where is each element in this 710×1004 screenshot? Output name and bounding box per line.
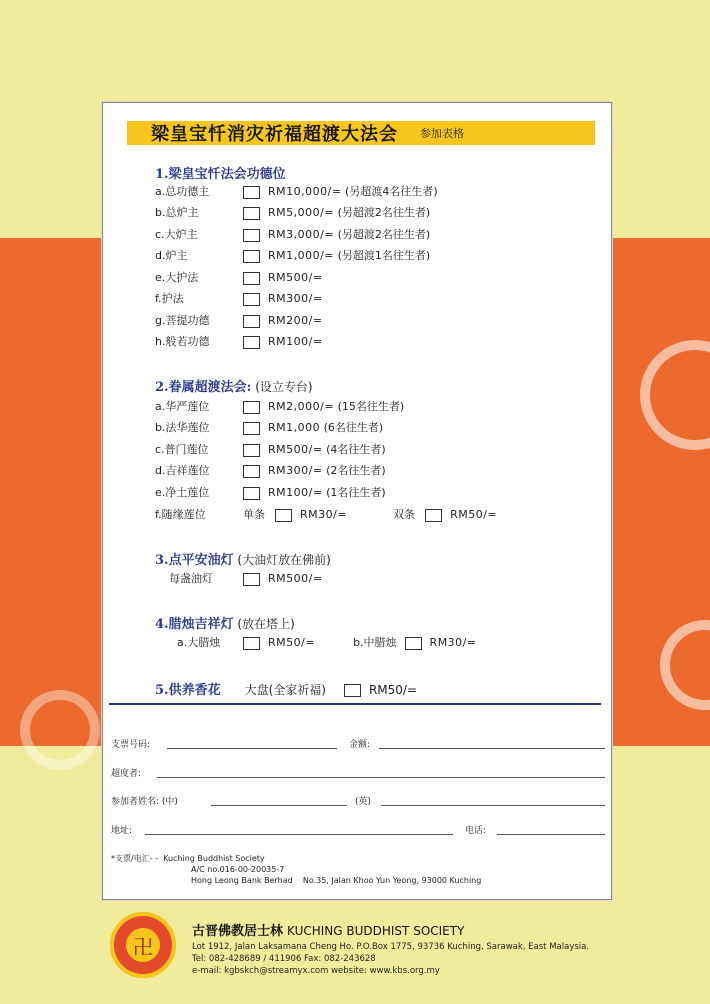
phone-field[interactable] — [497, 834, 605, 835]
phone-label: 电话: — [465, 826, 487, 836]
section1-row: a.总功德主 RM10,000/= (另超渡4名往生者) — [155, 185, 438, 198]
section1-row: b.总炉主 RM5,000/= (另超渡2名往生者) — [155, 206, 431, 219]
checkbox[interactable] — [243, 444, 260, 457]
section1-row: h.般若功德 RM100/= — [155, 335, 323, 348]
checkbox[interactable] — [243, 229, 260, 242]
checkbox[interactable] — [405, 637, 422, 650]
participant-name-chinese-field[interactable] — [211, 805, 347, 806]
section2-row: a.华严莲位 RM2,000/= (15名往生者) — [155, 400, 405, 413]
section1-row: g.菩提功德 RM200/= — [155, 314, 323, 327]
section4-row: a.大腊烛 RM50/= b.中腊烛 RM30/= — [177, 636, 477, 649]
checkbox[interactable] — [243, 465, 260, 478]
section2-row: b.法华莲位 RM1,000 (6名往生者) — [155, 421, 384, 434]
checkbox[interactable] — [243, 401, 260, 414]
title-bar — [127, 121, 595, 145]
checkbox[interactable] — [243, 293, 260, 306]
checkbox[interactable] — [243, 336, 260, 349]
section2-row: e.净土莲位 RM100/= (1名往生者) — [155, 486, 386, 499]
address-field[interactable] — [145, 834, 453, 835]
section2-row: c.普门莲位 RM500/= (4名往生者) — [155, 443, 386, 456]
checkbox[interactable] — [243, 207, 260, 220]
cloud-swirl-decoration — [20, 690, 100, 770]
checkbox[interactable] — [243, 315, 260, 328]
form-title: 梁皇宝忏消灾祈福超渡大法会 — [151, 124, 398, 145]
form-subtitle: 参加表格 — [420, 127, 464, 140]
english-label: (英) — [355, 797, 372, 807]
checkbox[interactable] — [243, 272, 260, 285]
amount-label: 金额: — [349, 740, 371, 750]
section4-heading: 4.腊烛吉祥灯 (放在塔上) — [155, 617, 295, 632]
checkbox[interactable] — [243, 637, 260, 650]
checkbox[interactable] — [243, 487, 260, 500]
deceased-label: 超度者: — [111, 769, 142, 779]
section2-row: d.吉祥莲位 RM300/= (2名往生者) — [155, 464, 386, 477]
society-footer — [110, 912, 690, 992]
section3-row: 每盏油灯 RM500/= — [169, 572, 323, 585]
dharma-symbol-icon: 卍 — [126, 928, 160, 962]
participant-name-english-field[interactable] — [381, 805, 605, 806]
section2-heading: 2.眷属超渡法会: (设立专台) — [155, 380, 313, 395]
section1-row: f.护法 RM300/= — [155, 292, 323, 305]
checkbox[interactable] — [275, 509, 292, 522]
checkbox[interactable] — [243, 573, 260, 586]
checkbox[interactable] — [243, 186, 260, 199]
checkbox[interactable] — [425, 509, 442, 522]
checkbox[interactable] — [243, 422, 260, 435]
section1-heading: 1.梁皇宝忏法会功德位 — [155, 167, 286, 182]
checkbox[interactable] — [344, 684, 361, 697]
section-divider — [109, 703, 601, 705]
section1-row: e.大护法 RM500/= — [155, 271, 323, 284]
society-address: Lot 1912, Jalan Laksamana Cheng Ho. P.O.Box 1775, 93736 Kuching, Sarawak, East Malaysia. — [192, 942, 590, 952]
society-contact: e-mail: kgbskch@streamyx.com website: www.kbs.org.my — [192, 966, 440, 976]
payment-note-line3: Hong Leong Bank Berhad No.35, Jalan Khoo Yun Yeong, 93000 Kuching — [191, 876, 482, 885]
amount-field[interactable] — [379, 748, 605, 749]
participant-label: 参加者姓名: (中) — [111, 797, 178, 807]
section5-heading: 5.供养香花 大盘(全家祈福) RM50/= — [155, 683, 418, 698]
section1-row: d.炉主 RM1,000/= (另超渡1名往生者) — [155, 249, 431, 262]
checkbox[interactable] — [243, 250, 260, 263]
section1-row: c.大炉主 RM3,000/= (另超渡2名往生者) — [155, 228, 431, 241]
payment-note-line2: A/C no.016-00-20035-7 — [191, 865, 285, 874]
society-name: 古晋佛教居士林 KUCHING BUDDHIST SOCIETY — [192, 924, 465, 939]
cheque-number-field[interactable] — [167, 748, 337, 749]
section3-heading: 3.点平安油灯 (大油灯放在佛前) — [155, 553, 331, 568]
address-label: 地址: — [111, 826, 133, 836]
payment-note-line1: *支票/电汇- - Kuching Buddhist Society — [111, 854, 265, 863]
deceased-field[interactable] — [157, 777, 605, 778]
society-tel-fax: Tel: 082-428689 / 411906 Fax: 082-243628 — [192, 954, 376, 964]
cheque-number-label: 支票号码: — [111, 740, 151, 750]
section2-row-f: f.随缘莲位 单条 RM30/= 双条 RM50/= — [155, 508, 498, 521]
society-logo — [110, 912, 176, 978]
registration-form — [102, 102, 612, 900]
